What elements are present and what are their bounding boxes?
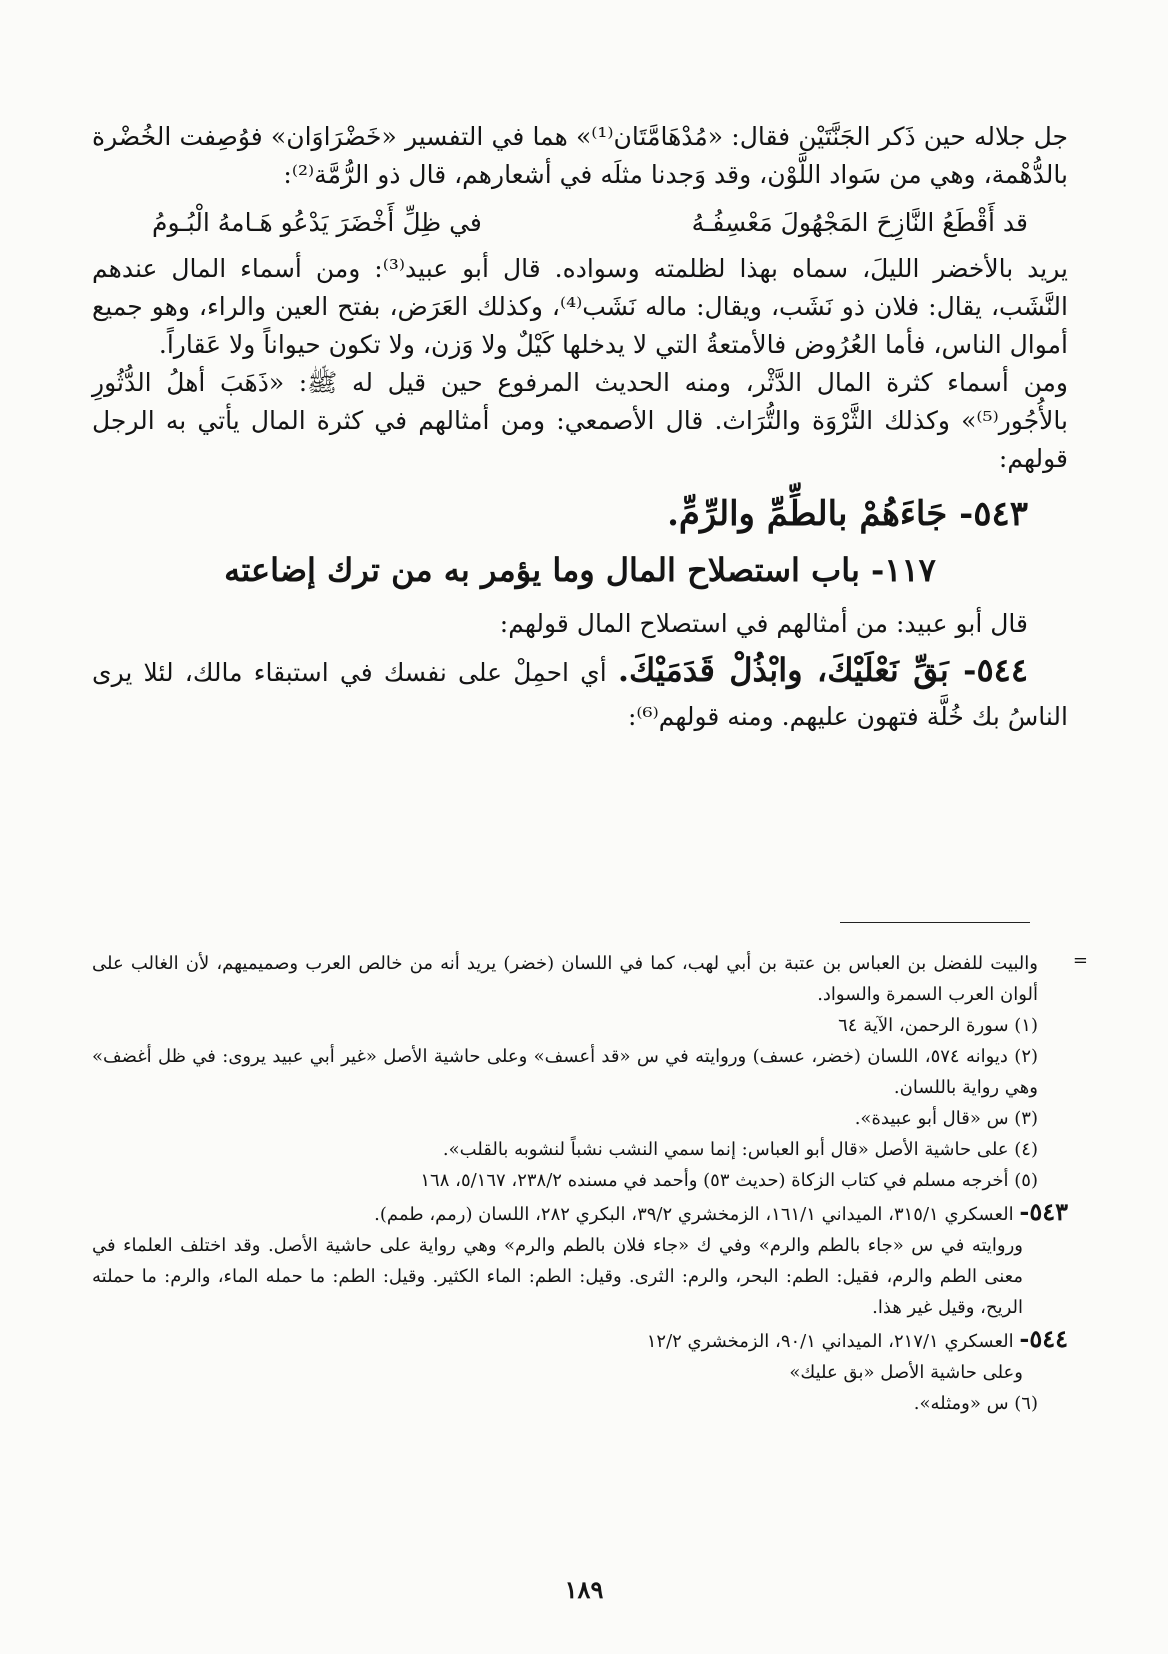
chapter-heading-117: ١١٧- باب استصلاح المال وما يؤمر به من ترك إضاعته	[224, 551, 936, 589]
footnote-1: (١) سورة الرحمن، الآية ٦٤	[838, 1015, 1038, 1036]
footnote-continuation-mark: =	[1072, 950, 1088, 971]
footnote-continued: والبيت للفضل بن العباس بن عتبة بن أبي لهب، كما في اللسان (خضر) يريد أنه من خالص العرب وصميميهم، لأن الغالب على ألوان العرب السمرة والسواد.	[92, 953, 1038, 1005]
footnote-5: (٥) أخرجه مسلم في كتاب الزكاة (حديث ٥٣) وأحمد في مسنده ٢٣٨/٢، ٥/١٦٧، ١٦٨	[420, 1170, 1038, 1191]
verse-first-hemistich: قد أَقْطَعُ النَّازِحَ المَجْهُولَ مَعْسِفُـهُ	[691, 208, 1028, 237]
source-note-543-refs: العسكري ٣١٥/١، الميداني ١٦١/١، الزمخشري ٣٩/٢، البكري ٢٨٢، اللسان (رمم، طمم).	[374, 1204, 1020, 1225]
source-note-543-number: ٥٤٣-	[1019, 1197, 1068, 1226]
source-note-543-detail: وروايته في س «جاء بالطم والرم» وفي ك «جاء فلان بالطم والرم» وهي رواية على حاشية الأصل. وقد اختلف العلماء في معنى الطم والرم، فقيل: الطم: البحر، والرم: الثرى. وقيل: الطم: الماء الكثير. وقيل: الطم: ما حمله الماء، والرم: ما حملته الريح، وقيل غير هذا.	[92, 1235, 1023, 1318]
main-text	[92, 118, 1068, 739]
page-number: ١٨٩	[564, 1575, 604, 1604]
proverb-544-explanation: أي احمِلْ على نفسك في استبقاء مالك، لئلا يرى الناسُ بك خُلَّة فتهون عليهم. ومنه قولهم⁽⁶⁾:	[92, 658, 1068, 731]
proverb-543: ٥٤٣- جَاءَهُمْ بالطِّمِّ والرِّمِّ.	[667, 494, 1028, 534]
proverb-544: ٥٤٤- بَقِّ نَعْلَيْكَ، وابْذُلْ قَدَمَيْكَ.	[617, 651, 1029, 689]
proverb-544-paragraph	[92, 648, 1068, 739]
footnote-separator	[840, 922, 1030, 923]
footnote-2: (٢) ديوانه ٥٧٤، اللسان (خضر، عسف) وروايته في س «قد أعسف» وعلى حاشية الأصل «غير أبي عبيد يروى: في ظل أغضف» وهي رواية باللسان.	[92, 1046, 1039, 1098]
source-note-544-detail: وعلى حاشية الأصل «بق عليك»	[789, 1362, 1023, 1383]
lead-text: قال أبو عبيد: من أمثالهم في استصلاح المال قولهم:	[499, 609, 1028, 638]
source-note-543	[92, 1196, 1068, 1230]
footnote-3: (٣) س «قال أبو عبيدة».	[854, 1108, 1038, 1129]
poem-verse	[152, 204, 1028, 242]
source-note-544-refs: العسكري ٢١٧/١، الميداني ٩٠/١، الزمخشري ١٢/٢	[646, 1331, 1020, 1352]
footnote-4: (٤) على حاشية الأصل «قال أبو العباس: إنما سمي النشب نشباً لنشوبه بالقلب».	[442, 1139, 1038, 1160]
paragraph-1: جل جلاله حين ذَكر الجَنَّتَيْن فقال: «مُدْهَامَّتَان⁽¹⁾» هما في التفسير «خَضْرَاوَان» فوُصِفت الخُضْرة بالدُّهْمة، وهي من سَواد اللَّوْن، وقد وَجدنا مثلَه في أشعارهم، قال ذو الرُّمَّة⁽²⁾:	[92, 122, 1068, 189]
paragraph-3: ومن أسماء كثرة المال الدَّثْر، ومنه الحديث المرفوع حين قيل له ﷺ: «ذَهَبَ أهلُ الدُّثُورِ بالأُجُور⁽⁵⁾» وكذلك الثَّرْوَة والتُّرَاث. قال الأصمعي: ومن أمثالهم في كثرة المال يأتي به الرجل قولهم:	[92, 368, 1068, 473]
source-note-544	[92, 1323, 1068, 1357]
source-note-544-number: ٥٤٤-	[1019, 1324, 1068, 1353]
footnotes	[92, 948, 1068, 1419]
footnote-6: (٦) س «ومثله».	[913, 1393, 1038, 1414]
verse-second-hemistich: في ظِلِّ أَخْضَرَ يَدْعُو هَـامهُ الْبُـومُ	[152, 208, 482, 237]
paragraph-2: يريد بالأخضر الليلَ، سماه بهذا لظلمته وسواده. قال أبو عبيد⁽³⁾: ومن أسماء المال عندهم النَّشَب، يقال: فلان ذو نَشَب، ويقال: ماله نَشَب⁽⁴⁾، وكذلك العَرَض، بفتح العين والراء، وهو جميع أموال الناس، فأما العُرُوض فالأمتعةُ التي لا يدخلها كَيْلٌ ولا وَزن، ولا تكون حيواناً ولا عَقاراً.	[92, 254, 1068, 359]
